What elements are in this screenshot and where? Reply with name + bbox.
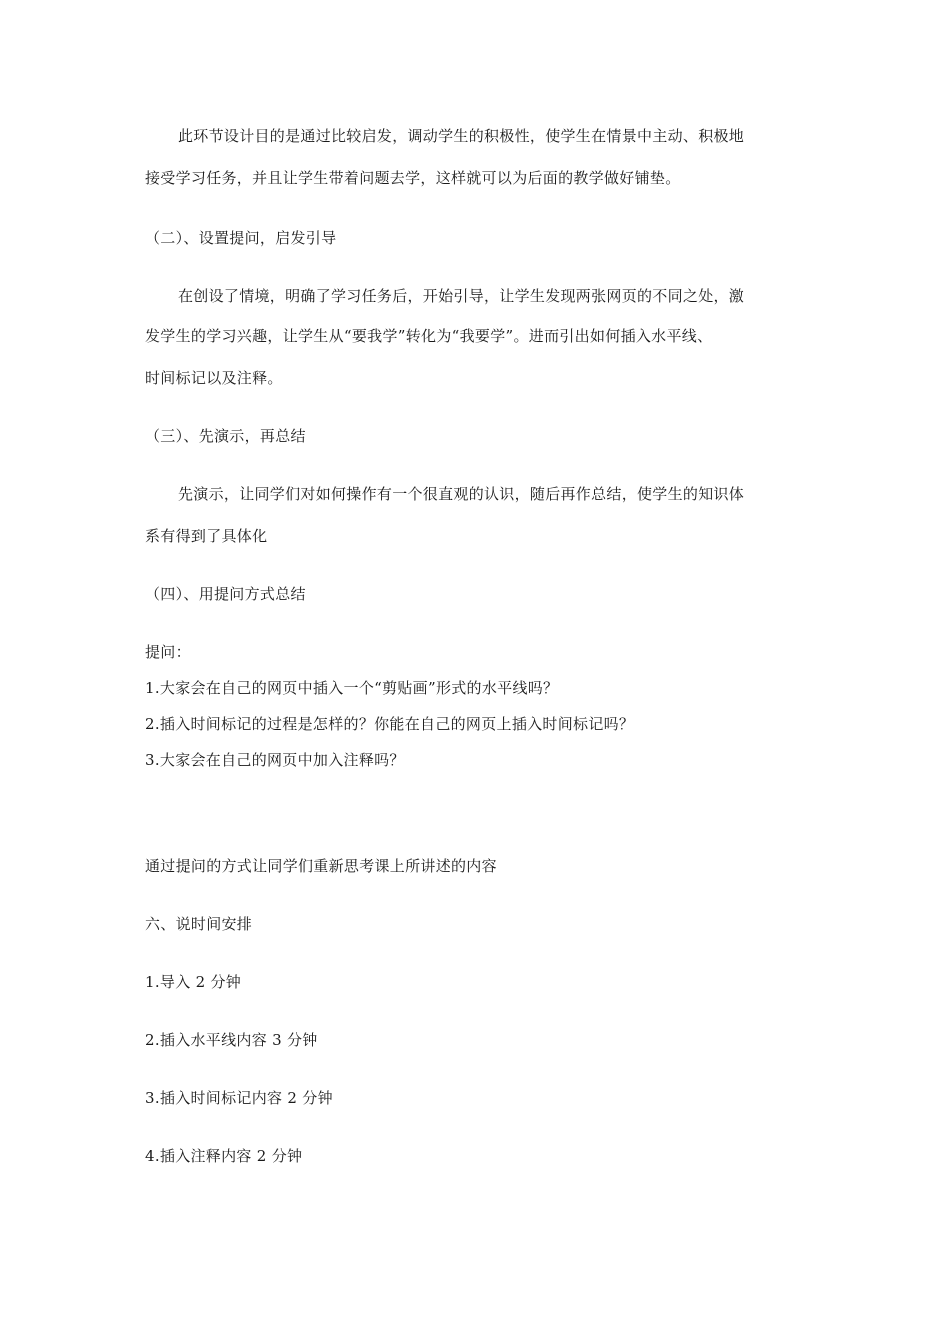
schedule-item: 3.插入时间标记内容 2 分钟 — [145, 1089, 333, 1107]
section-heading: （四）、用提问方式总结 — [145, 585, 306, 603]
summary-text: 通过提问的方式让同学们重新思考课上所讲述的内容 — [145, 857, 497, 875]
question-item: 3.大家会在自己的网页中加入注释吗？ — [145, 751, 405, 769]
question-label: 提问： — [145, 643, 191, 661]
schedule-item: 1.导入 2 分钟 — [145, 973, 242, 991]
question-item: 2.插入时间标记的过程是怎样的？你能在自己的网页上插入时间标记吗？ — [145, 715, 635, 733]
section-heading: （二）、设置提问，启发引导 — [145, 229, 337, 247]
question-item: 1.大家会在自己的网页中插入一个“剪贴画”形式的水平线吗？ — [145, 679, 559, 697]
paragraph-line: 系有得到了具体化 — [145, 527, 268, 545]
schedule-item: 2.插入水平线内容 3 分钟 — [145, 1031, 318, 1049]
paragraph-line: 发学生的学习兴趣，让学生从“要我学”转化为“我要学”。进而引出如何插入水平线、 — [145, 327, 713, 345]
paragraph-line: 接受学习任务，并且让学生带着问题去学，这样就可以为后面的教学做好铺垫。 — [145, 169, 681, 187]
section-heading: 六、说时间安排 — [145, 915, 253, 933]
section-heading: （三）、先演示，再总结 — [145, 427, 306, 445]
paragraph-line: 此环节设计目的是通过比较启发，调动学生的积极性，使学生在情景中主动、积极地 — [178, 127, 745, 145]
paragraph-line: 先演示，让同学们对如何操作有一个很直观的认识，随后再作总结，使学生的知识体 — [178, 485, 745, 503]
paragraph-line: 在创设了情境，明确了学习任务后，开始引导，让学生发现两张网页的不同之处，激 — [178, 287, 745, 305]
paragraph-line: 时间标记以及注释。 — [145, 369, 283, 387]
schedule-item: 4.插入注释内容 2 分钟 — [145, 1147, 303, 1165]
